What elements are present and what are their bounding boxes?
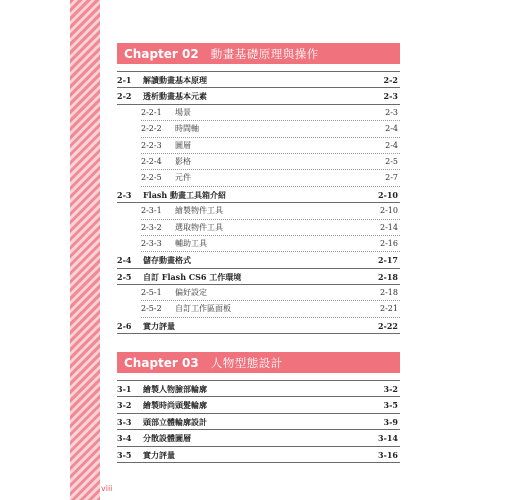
chapter-number: Chapter 02 <box>124 46 199 61</box>
toc-entry-num: 2-5 <box>117 271 132 282</box>
chapter-heading <box>117 43 400 64</box>
toc-entry-title: 實力評量 <box>143 449 175 460</box>
toc-entry-title: 場景 <box>175 107 191 117</box>
toc-entry <box>117 105 400 121</box>
toc-entry-title: 繪製物件工具 <box>175 206 223 216</box>
toc-entry <box>117 318 400 334</box>
toc-entry-num: 3-4 <box>117 433 132 444</box>
toc-entry-title: 元件 <box>175 173 191 183</box>
toc-entry-num: 2-2 <box>117 91 132 102</box>
toc-entry-title: 影格 <box>175 156 191 166</box>
toc-entry-title: 圖層 <box>175 140 191 150</box>
toc-entry-num: 2-2-2 <box>141 124 162 134</box>
toc-entry <box>117 430 400 446</box>
toc-entry-num: 2-2-1 <box>141 107 162 117</box>
toc-entry-title: 時間軸 <box>175 124 199 134</box>
toc-entry-num: 2-2-3 <box>141 140 162 150</box>
toc-entry-num: 2-2-4 <box>141 156 162 166</box>
toc-entry <box>117 381 400 397</box>
toc-entry-page: 2-10 <box>377 189 398 200</box>
toc-entry-page: 2-14 <box>380 222 398 232</box>
toc-list <box>117 72 400 334</box>
toc-entry-title: 自訂工作區面板 <box>175 304 231 314</box>
toc-entry-num: 2-5-2 <box>141 304 162 314</box>
toc-entry-num: 3-2 <box>117 400 132 411</box>
toc-entry-page: 2-4 <box>385 140 398 150</box>
toc-entry-page: 3-5 <box>383 400 398 411</box>
toc-entry-page: 2-2 <box>383 75 398 85</box>
toc-entry-title: 頭部立體輪廓設計 <box>143 416 207 427</box>
toc-entry-num: 2-3-2 <box>141 222 162 232</box>
toc-entry-page: 3-2 <box>383 384 398 394</box>
toc-entry <box>117 187 400 203</box>
toc-entry-page: 2-3 <box>385 107 398 117</box>
toc-entry <box>117 72 400 88</box>
toc-entry-page: 3-9 <box>383 416 398 427</box>
toc-entry <box>117 269 400 285</box>
toc-entry-num: 2-6 <box>117 320 132 331</box>
toc-entry-page: 2-7 <box>385 173 398 183</box>
toc-entry-title: 輔助工具 <box>175 238 207 248</box>
toc-entry-num: 2-4 <box>117 255 132 266</box>
toc-entry-page: 2-16 <box>380 238 398 248</box>
chapter-heading <box>117 352 400 373</box>
toc-entry-page: 2-10 <box>380 206 398 216</box>
toc-entry <box>117 121 400 137</box>
toc-entry-page: 3-16 <box>377 449 398 460</box>
page-number: viii <box>101 484 113 493</box>
toc-entry-num: 2-3-1 <box>141 206 162 216</box>
toc-entry <box>117 88 400 104</box>
toc-entry-page: 3-14 <box>377 433 398 444</box>
toc-entry-num: 2-1 <box>117 75 132 85</box>
toc-entry <box>117 203 400 219</box>
toc-entry <box>117 285 400 301</box>
toc-entry-title: 透析動畫基本元素 <box>143 91 207 102</box>
toc-entry-title: 自訂 Flash CS6 工作環境 <box>143 271 242 282</box>
toc-entry <box>117 414 400 430</box>
toc-entry-title: 分散設體圖層 <box>143 433 191 444</box>
toc-entry-num: 3-1 <box>117 384 132 394</box>
toc-entry-page: 2-18 <box>380 288 398 298</box>
toc-entry-num: 3-3 <box>117 416 132 427</box>
chapter-title: 人物型態設計 <box>210 355 283 370</box>
toc-entry <box>117 236 400 252</box>
toc-entry <box>117 252 400 268</box>
toc-entry-page: 2-3 <box>383 91 398 102</box>
chapter-title: 動畫基礎原理與操作 <box>210 46 319 61</box>
toc-entry <box>117 301 400 317</box>
toc-entry <box>117 154 400 170</box>
toc-entry-page: 2-21 <box>380 304 398 314</box>
toc-entry-title: 選取物件工具 <box>175 222 223 232</box>
toc-entry-page: 2-17 <box>377 255 398 266</box>
toc-entry <box>117 397 400 413</box>
toc-entry-title: 解讀動畫基本原理 <box>143 75 207 85</box>
toc-entry-num: 2-5-1 <box>141 288 162 298</box>
toc-entry-title: 偏好設定 <box>175 288 207 298</box>
toc-entry <box>117 138 400 154</box>
toc-entry-page: 2-22 <box>377 320 398 331</box>
toc-list <box>117 381 400 463</box>
toc-entry-num: 3-5 <box>117 449 132 460</box>
toc-entry-num: 2-2-5 <box>141 173 162 183</box>
toc-entry-title: Flash 動畫工具箱介紹 <box>143 189 227 200</box>
toc-entry-page: 2-4 <box>385 124 398 134</box>
toc-entry-title: 繪製時尚頭髮輪廓 <box>143 400 207 411</box>
decorative-stripe <box>70 0 100 500</box>
toc-entry-num: 2-3-3 <box>141 238 162 248</box>
toc-entry <box>117 220 400 236</box>
chapter-number: Chapter 03 <box>124 355 199 370</box>
toc-entry-title: 儲存動畫格式 <box>143 255 191 266</box>
toc-entry <box>117 170 400 186</box>
toc-entry <box>117 447 400 463</box>
toc-entry-title: 繪製人物臉部輪廓 <box>143 384 207 394</box>
toc-entry-page: 2-18 <box>377 271 398 282</box>
toc-entry-num: 2-3 <box>117 189 132 200</box>
toc-entry-page: 2-5 <box>385 156 398 166</box>
toc-entry-title: 實力評量 <box>143 320 175 331</box>
